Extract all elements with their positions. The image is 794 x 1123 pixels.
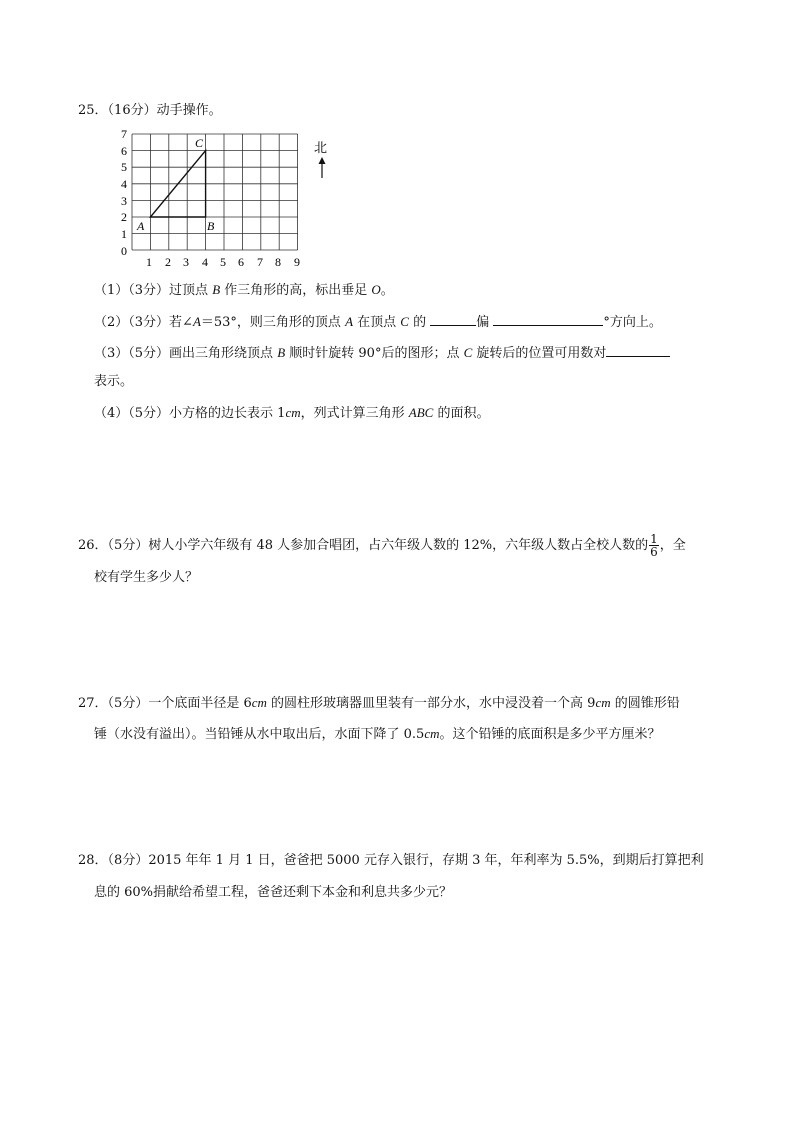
- q26-line2: 校有学生多少人？: [94, 570, 199, 585]
- north-arrow-icon: [319, 157, 326, 178]
- q25-header: 25．（16分）动手操作。: [78, 103, 222, 118]
- north-label: 北: [314, 141, 328, 156]
- q28-line2: 息的 60%捐献给希望工程，爸爸还剩下本金和利息共多少元？: [94, 885, 453, 900]
- x-tick: 6: [238, 255, 244, 268]
- y-tick: 1: [121, 227, 127, 241]
- q25-sub3-line2: 表示。: [94, 374, 134, 389]
- x-tick: 9: [294, 255, 300, 268]
- q25-sub2: （2）（3分）若∠A＝53°，则三角形的顶点 A 在顶点 C 的 偏 °方向上。: [94, 311, 662, 333]
- x-tick: 4: [202, 255, 208, 268]
- fraction-one-sixth: $\frac{1}{6}$: [650, 532, 658, 559]
- y-tick: 3: [121, 194, 127, 208]
- y-tick: 6: [121, 144, 127, 158]
- y-tick: 2: [121, 210, 127, 224]
- grid-lines: [132, 134, 298, 250]
- point-label-a: A: [137, 219, 145, 233]
- point-label-b: B: [207, 219, 215, 233]
- y-tick: 0: [121, 244, 127, 258]
- q28-line1: 28．（8分）2015 年年 1 月 1 日，爸爸把 5000 元存入银行，存期 3 年，年利率为 5.5%，到期后打算把利: [78, 853, 704, 868]
- x-tick: 3: [183, 255, 189, 268]
- x-tick: 1: [146, 255, 152, 268]
- point-label-c: C: [195, 136, 204, 150]
- y-tick: 5: [121, 160, 127, 174]
- x-tick: 5: [220, 255, 226, 268]
- y-tick: 7: [121, 128, 127, 141]
- q25-sub4: （4）（5分）小方格的边长表示 1cm，列式计算三角形 ABC 的面积。: [94, 405, 490, 421]
- answer-blank[interactable]: [493, 311, 603, 326]
- q25-sub3: （3）（5分）画出三角形绕顶点 B 顺时针旋转 90°后的图形；点 C 旋转后的位置可用数对: [94, 342, 670, 364]
- q25-sub1: （1）（3分）过顶点 B 作三角形的高，标出垂足 O。: [94, 282, 394, 298]
- q27-line1: 27．（5分）一个底面半径是 6cm 的圆柱形玻璃器皿里装有一部分水，水中浸没着一个高 9cm 的圆锥形铅: [78, 695, 680, 711]
- coordinate-grid-figure: [118, 128, 358, 268]
- answer-blank[interactable]: [606, 342, 670, 357]
- q27-line2: 锤（水没有溢出）。当铅锤从水中取出后，水面下降了 0.5cm。这个铅锤的底面积是多少平方厘米？: [94, 726, 661, 742]
- y-tick: 4: [121, 177, 127, 191]
- answer-blank[interactable]: [430, 311, 476, 326]
- x-tick: 7: [257, 255, 263, 268]
- x-tick: 8: [275, 255, 281, 268]
- x-tick: 2: [165, 255, 171, 268]
- q26-line1: 26．（5分）树人小学六年级有 48 人参加合唱团，占六年级人数的 12%，六年级人数占全校人数的 $\frac{1}{6}$ ，全: [78, 532, 686, 559]
